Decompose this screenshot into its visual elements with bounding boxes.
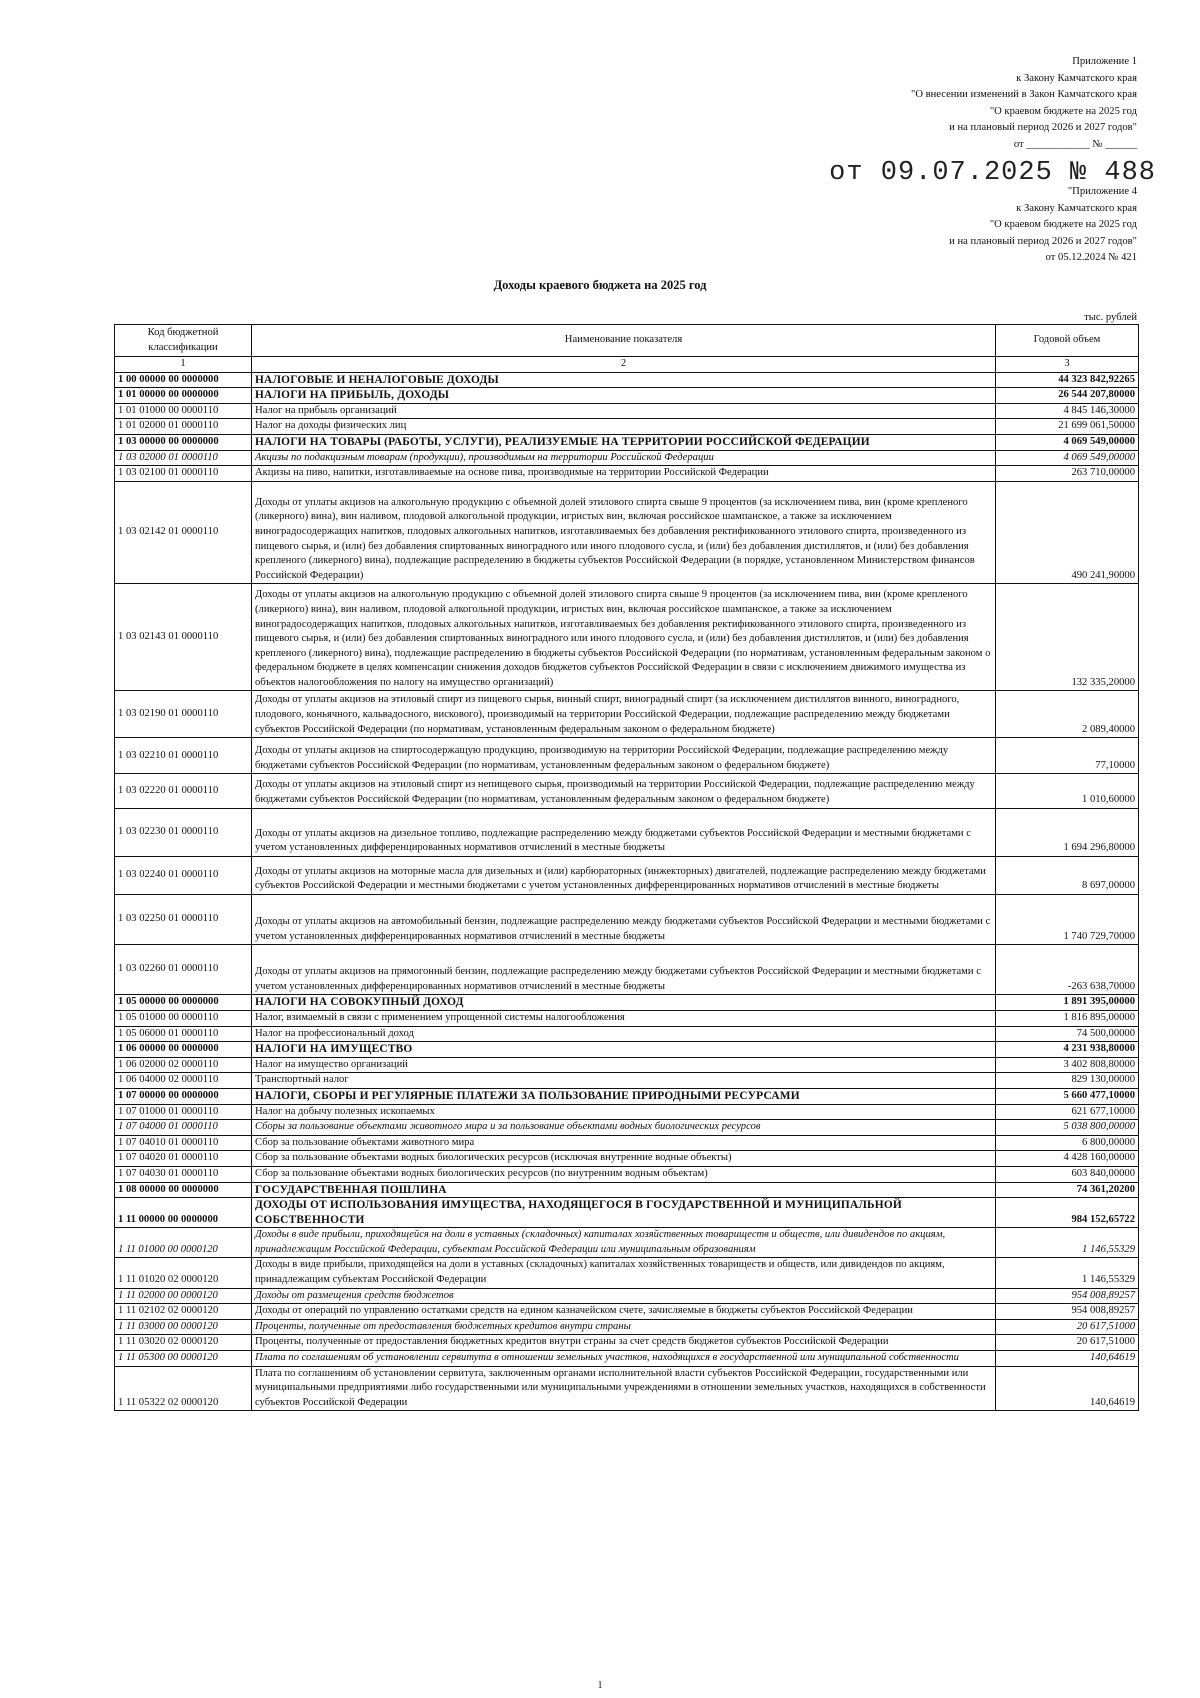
row-amount: 263 710,00000 bbox=[996, 466, 1139, 482]
row-code: 1 11 00000 00 0000000 bbox=[115, 1198, 252, 1228]
table-row bbox=[115, 403, 1139, 419]
row-code: 1 06 02000 02 0000110 bbox=[115, 1057, 252, 1073]
row-code: 1 11 01020 02 0000120 bbox=[115, 1258, 252, 1288]
row-name: Акцизы на пиво, напитки, изготавливаемые на основе пива, производимые на территории Российской Федерации bbox=[252, 466, 996, 482]
row-amount: 140,64619 bbox=[996, 1351, 1139, 1367]
row-code: 1 03 00000 00 0000000 bbox=[115, 434, 252, 450]
row-code: 1 11 02000 00 0000120 bbox=[115, 1288, 252, 1304]
row-amount: 8 697,00000 bbox=[996, 856, 1139, 894]
header-line: "О краевом бюджете на 2025 год bbox=[989, 219, 1137, 230]
row-code: 1 03 02230 01 0000110 bbox=[115, 808, 252, 856]
header-line: Приложение 1 bbox=[1072, 56, 1137, 67]
row-amount: 140,64619 bbox=[996, 1366, 1139, 1411]
row-name: Сборы за пользование объектами животного мира и за пользование объектами водных биологических ресурсов bbox=[252, 1120, 996, 1136]
row-code: 1 07 00000 00 0000000 bbox=[115, 1088, 252, 1104]
table-row bbox=[115, 856, 1139, 894]
table-row bbox=[115, 738, 1139, 774]
row-code: 1 11 02102 02 0000120 bbox=[115, 1304, 252, 1320]
document-header bbox=[577, 54, 1137, 153]
row-amount: 74 500,00000 bbox=[996, 1026, 1139, 1042]
table-header-row bbox=[115, 325, 1139, 357]
row-amount: 3 402 808,80000 bbox=[996, 1057, 1139, 1073]
page-number: 1 bbox=[597, 1680, 603, 1691]
row-amount: 4 428 160,00000 bbox=[996, 1151, 1139, 1167]
row-amount: 44 323 842,92265 bbox=[996, 372, 1139, 388]
row-code: 1 03 02220 01 0000110 bbox=[115, 774, 252, 808]
table-row bbox=[115, 466, 1139, 482]
row-amount: 20 617,51000 bbox=[996, 1319, 1139, 1335]
row-code: 1 07 04020 01 0000110 bbox=[115, 1151, 252, 1167]
row-code: 1 11 03000 00 0000120 bbox=[115, 1319, 252, 1335]
table-row bbox=[115, 1258, 1139, 1288]
row-name: Акцизы по подакцизным товарам (продукции), производимым на территории Российской Федерации bbox=[252, 450, 996, 466]
header-line: "О краевом бюджете на 2025 год bbox=[989, 105, 1137, 117]
table-row bbox=[115, 1042, 1139, 1058]
column-number: 3 bbox=[996, 357, 1139, 373]
row-name: Налог на прибыль организаций bbox=[252, 403, 996, 419]
row-name: НАЛОГОВЫЕ И НЕНАЛОГОВЫЕ ДОХОДЫ bbox=[252, 372, 996, 388]
document-header-2 bbox=[577, 184, 1137, 267]
table-row bbox=[115, 419, 1139, 435]
row-code: 1 03 02100 01 0000110 bbox=[115, 466, 252, 482]
row-name: НАЛОГИ НА ТОВАРЫ (РАБОТЫ, УСЛУГИ), РЕАЛИЗУЕМЫЕ НА ТЕРРИТОРИИ РОССИЙСКОЙ ФЕДЕРАЦИИ bbox=[252, 434, 996, 450]
row-amount: 621 677,10000 bbox=[996, 1104, 1139, 1120]
row-code: 1 03 02143 01 0000110 bbox=[115, 584, 252, 691]
row-amount: 74 361,20200 bbox=[996, 1182, 1139, 1198]
row-code: 1 05 06000 01 0000110 bbox=[115, 1026, 252, 1042]
table-row bbox=[115, 945, 1139, 995]
table-row bbox=[115, 584, 1139, 691]
row-name: ГОСУДАРСТВЕННАЯ ПОШЛИНА bbox=[252, 1182, 996, 1198]
row-amount: 1 010,60000 bbox=[996, 774, 1139, 808]
column-header-code: Код бюджетной классификации bbox=[115, 325, 252, 357]
row-code: 1 03 02142 01 0000110 bbox=[115, 481, 252, 584]
row-amount: 1 694 296,80000 bbox=[996, 808, 1139, 856]
header-line: и на плановый период 2026 и 2027 годов" bbox=[949, 122, 1137, 133]
header-line: от ____________ № ______ bbox=[1013, 138, 1137, 150]
row-amount: 26 544 207,80000 bbox=[996, 388, 1139, 404]
row-name: Доходы от уплаты акцизов на автомобильный бензин, подлежащие распределению между бюджетами субъектов Российской Федерации и местными бюджетами с учетом установленных дифференцированных нормативов отчислений в местные бюджеты bbox=[252, 895, 996, 945]
table-row bbox=[115, 1135, 1139, 1151]
table-row bbox=[115, 1073, 1139, 1089]
row-name: Доходы от уплаты акцизов на этиловый спирт из пищевого сырья, винный спирт, виноградный спирт (за исключением дистиллятов винного, виноградного, плодового, коньячного, кальвадосного, вискового), производимый на территории Российской Федерации, подлежащие распределению между бюджетами субъектов Российской Федерации (по нормативам, установленным федеральным законом о федеральном бюджете) bbox=[252, 691, 996, 738]
column-header-name: Наименование показателя bbox=[252, 325, 996, 357]
row-amount: 1 146,55329 bbox=[996, 1258, 1139, 1288]
row-code: 1 11 05300 00 0000120 bbox=[115, 1351, 252, 1367]
table-row bbox=[115, 434, 1139, 450]
table-row bbox=[115, 1010, 1139, 1026]
header-line: от 05.12.2024 № 421 bbox=[1045, 252, 1137, 263]
row-code: 1 07 04000 01 0000110 bbox=[115, 1120, 252, 1136]
table-row bbox=[115, 1319, 1139, 1335]
row-name: Доходы от уплаты акцизов на спиртосодержащую продукцию, производимую на территории Российской Федерации, подлежащие распределению между бюджетами субъектов Российской Федерации (по нормативам, установленным федеральным законом о федеральном бюджете) bbox=[252, 738, 996, 774]
table-row bbox=[115, 1228, 1139, 1258]
row-amount: 6 800,00000 bbox=[996, 1135, 1139, 1151]
row-name: Налог на добычу полезных ископаемых bbox=[252, 1104, 996, 1120]
row-amount: 1 740 729,70000 bbox=[996, 895, 1139, 945]
row-name: Проценты, полученные от предоставления бюджетных кредитов внутри страны bbox=[252, 1319, 996, 1335]
row-code: 1 00 00000 00 0000000 bbox=[115, 372, 252, 388]
row-amount: 4 069 549,00000 bbox=[996, 434, 1139, 450]
table-row bbox=[115, 895, 1139, 945]
row-code: 1 03 02190 01 0000110 bbox=[115, 691, 252, 738]
table-body bbox=[115, 372, 1139, 1411]
table-row bbox=[115, 1304, 1139, 1320]
table-row bbox=[115, 995, 1139, 1011]
row-name: Налог на имущество организаций bbox=[252, 1057, 996, 1073]
row-amount: 984 152,65722 bbox=[996, 1198, 1139, 1228]
column-header-amount: Годовой объем bbox=[996, 325, 1139, 357]
row-name: Сбор за пользование объектами животного мира bbox=[252, 1135, 996, 1151]
row-name: Налог, взимаемый в связи с применением упрощенной системы налогообложения bbox=[252, 1010, 996, 1026]
row-code: 1 07 04010 01 0000110 bbox=[115, 1135, 252, 1151]
table-row bbox=[115, 1335, 1139, 1351]
row-code: 1 03 02250 01 0000110 bbox=[115, 895, 252, 945]
row-code: 1 07 04030 01 0000110 bbox=[115, 1166, 252, 1182]
row-name: Доходы от уплаты акцизов на алкогольную продукцию с объемной долей этилового спирта свыше 9 процентов (за исключением пива, вин (кроме крепленого (ликерного) вина), вин наливом, плодовой алкогольной продукции, игристых вин, включая российское шампанское, а также за исключением виноградосодержащих напитков, плодовых алкогольных напитков, изготавливаемых без добавления ректификованного этилового спирта, произведенного из пищевого сырья, и (или) без добавления спиртованных виноградного или иного плодового сусла, и (или) без добавления дистиллятов, и (или) без добавления крепленого (ликерного) вина), подлежащие распределению в бюджеты субъектов Российской Федерации (в порядке, установленном Министерством финансов Российской Федерации) bbox=[252, 481, 996, 584]
row-amount: 2 089,40000 bbox=[996, 691, 1139, 738]
header-line: и на плановый период 2026 и 2027 годов" bbox=[949, 235, 1137, 247]
row-name: ДОХОДЫ ОТ ИСПОЛЬЗОВАНИЯ ИМУЩЕСТВА, НАХОДЯЩЕГОСЯ В ГОСУДАРСТВЕННОЙ И МУНИЦИПАЛЬНОЙ СОБСТВЕННОСТИ bbox=[252, 1198, 996, 1228]
row-amount: 5 660 477,10000 bbox=[996, 1088, 1139, 1104]
row-name: Налог на профессиональный доход bbox=[252, 1026, 996, 1042]
row-code: 1 05 01000 00 0000110 bbox=[115, 1010, 252, 1026]
row-name: Налог на доходы физических лиц bbox=[252, 419, 996, 435]
row-name: Плата по соглашениям об установлении сервитута, заключенным органами исполнительной власти субъектов Российской Федерации, государственными или муниципальными предприятиями либо государственными или муниципальными учреждениями в отношении земельных участков, находящихся в собственности субъектов Российской Федерации bbox=[252, 1366, 996, 1411]
table-row bbox=[115, 691, 1139, 738]
header-line: "О внесении изменений в Закон Камчатского края bbox=[911, 89, 1137, 100]
table-row bbox=[115, 1057, 1139, 1073]
row-code: 1 03 02210 01 0000110 bbox=[115, 738, 252, 774]
row-code: 1 03 02240 01 0000110 bbox=[115, 856, 252, 894]
row-amount: 603 840,00000 bbox=[996, 1166, 1139, 1182]
unit-label: тыс. рублей bbox=[1084, 312, 1137, 323]
row-name: НАЛОГИ НА СОВОКУПНЫЙ ДОХОД bbox=[252, 995, 996, 1011]
table-row bbox=[115, 774, 1139, 808]
row-amount: 1 146,55329 bbox=[996, 1228, 1139, 1258]
row-amount: 954 008,89257 bbox=[996, 1304, 1139, 1320]
row-name: Проценты, полученные от предоставления бюджетных кредитов внутри страны за счет средств бюджетов субъектов Российской Федерации bbox=[252, 1335, 996, 1351]
column-number-row bbox=[115, 357, 1139, 373]
table-row bbox=[115, 1104, 1139, 1120]
table-row bbox=[115, 1288, 1139, 1304]
row-code: 1 01 01000 00 0000110 bbox=[115, 403, 252, 419]
header-line: "Приложение 4 bbox=[1067, 186, 1137, 197]
row-name: НАЛОГИ, СБОРЫ И РЕГУЛЯРНЫЕ ПЛАТЕЖИ ЗА ПОЛЬЗОВАНИЕ ПРИРОДНЫМИ РЕСУРСАМИ bbox=[252, 1088, 996, 1104]
document-title: Доходы краевого бюджета на 2025 год bbox=[493, 278, 707, 292]
row-amount: 77,10000 bbox=[996, 738, 1139, 774]
revenue-table bbox=[114, 324, 1139, 1411]
row-code: 1 06 04000 02 0000110 bbox=[115, 1073, 252, 1089]
row-amount: 21 699 061,50000 bbox=[996, 419, 1139, 435]
row-name: НАЛОГИ НА ИМУЩЕСТВО bbox=[252, 1042, 996, 1058]
column-number: 2 bbox=[252, 357, 996, 373]
row-code: 1 11 01000 00 0000120 bbox=[115, 1228, 252, 1258]
row-amount: 20 617,51000 bbox=[996, 1335, 1139, 1351]
row-amount: 954 008,89257 bbox=[996, 1288, 1139, 1304]
table-row bbox=[115, 1088, 1139, 1104]
table-row bbox=[115, 1351, 1139, 1367]
row-amount: 829 130,00000 bbox=[996, 1073, 1139, 1089]
table-row bbox=[115, 1151, 1139, 1167]
header-line: к Закону Камчатского края bbox=[1016, 202, 1137, 214]
row-code: 1 07 01000 01 0000110 bbox=[115, 1104, 252, 1120]
row-name: Доходы от уплаты акцизов на дизельное топливо, подлежащие распределению между бюджетами субъектов Российской Федерации и местными бюджетами с учетом установленных дифференцированных нормативов отчислений в местные бюджеты bbox=[252, 808, 996, 856]
row-code: 1 01 00000 00 0000000 bbox=[115, 388, 252, 404]
row-name: Сбор за пользование объектами водных биологических ресурсов (по внутренним водным объектам) bbox=[252, 1166, 996, 1182]
row-amount: 132 335,20000 bbox=[996, 584, 1139, 691]
table-row bbox=[115, 1198, 1139, 1228]
table-row bbox=[115, 1366, 1139, 1411]
row-name: НАЛОГИ НА ПРИБЫЛЬ, ДОХОДЫ bbox=[252, 388, 996, 404]
row-code: 1 03 02000 01 0000110 bbox=[115, 450, 252, 466]
table-row bbox=[115, 450, 1139, 466]
row-amount: 1 891 395,00000 bbox=[996, 995, 1139, 1011]
table-row bbox=[115, 1182, 1139, 1198]
row-code: 1 11 05322 02 0000120 bbox=[115, 1366, 252, 1411]
date-stamp: от 09.07.2025 № 488 bbox=[829, 158, 1156, 188]
header-line: к Закону Камчатского края bbox=[1016, 72, 1137, 84]
row-amount: 4 845 146,30000 bbox=[996, 403, 1139, 419]
table-row bbox=[115, 1120, 1139, 1136]
table-row bbox=[115, 372, 1139, 388]
row-amount: -263 638,70000 bbox=[996, 945, 1139, 995]
row-amount: 1 816 895,00000 bbox=[996, 1010, 1139, 1026]
row-name: Доходы от размещения средств бюджетов bbox=[252, 1288, 996, 1304]
row-code: 1 08 00000 00 0000000 bbox=[115, 1182, 252, 1198]
row-name: Плата по соглашениям об установлении сервитута в отношении земельных участков, находящихся в государственной или муниципальной собственности bbox=[252, 1351, 996, 1367]
table-row bbox=[115, 1026, 1139, 1042]
table-row bbox=[115, 808, 1139, 856]
row-amount: 490 241,90000 bbox=[996, 481, 1139, 584]
row-code: 1 03 02260 01 0000110 bbox=[115, 945, 252, 995]
table-row bbox=[115, 481, 1139, 584]
row-code: 1 11 03020 02 0000120 bbox=[115, 1335, 252, 1351]
row-name: Доходы от уплаты акцизов на алкогольную продукцию с объемной долей этилового спирта свыше 9 процентов (за исключением пива, вин (кроме крепленого (ликерного) вина), вин наливом, плодовой алкогольной продукции, игристых вин, включая российское шампанское, а также за исключением виноградосодержащих напитков, плодовых алкогольных напитков, изготавливаемых без добавления ректификованного этилового спирта, произведенного из пищевого сырья, и (или) без добавления спиртованных виноградного или иного плодового сусла, и (или) без добавления дистиллятов, и (или) без добавления крепленого (ликерного) вина), подлежащие распределению в бюджеты субъектов Российской Федерации (по нормативам, установленным федеральным законом о федеральном бюджете в целях компенсации снижения доходов бюджетов субъектов Российской Федерации в связи с исключением движимого имущества из объектов налогообложения по налогу на имущество организаций) bbox=[252, 584, 996, 691]
row-amount: 4 231 938,80000 bbox=[996, 1042, 1139, 1058]
row-name: Доходы от уплаты акцизов на прямогонный бензин, подлежащие распределению между бюджетами субъектов Российской Федерации и местными бюджетами с учетом установленных дифференцированных нормативов отчислений в местные бюджеты bbox=[252, 945, 996, 995]
row-name: Доходы в виде прибыли, приходящейся на доли в уставных (складочных) капиталах хозяйственных товариществ и обществ, или дивидендов по акциям, принадлежащим субъектам Российской Федерации bbox=[252, 1258, 996, 1288]
row-code: 1 01 02000 01 0000110 bbox=[115, 419, 252, 435]
table-row bbox=[115, 388, 1139, 404]
row-name: Доходы от операций по управлению остатками средств на едином казначейском счете, зачисляемые в бюджеты субъектов Российской Федерации bbox=[252, 1304, 996, 1320]
row-code: 1 06 00000 00 0000000 bbox=[115, 1042, 252, 1058]
row-amount: 4 069 549,00000 bbox=[996, 450, 1139, 466]
row-amount: 5 038 800,00000 bbox=[996, 1120, 1139, 1136]
row-name: Доходы от уплаты акцизов на этиловый спирт из непищевого сырья, производимый на территории Российской Федерации, подлежащие распределению между бюджетами субъектов Российской Федерации (по нормативам, установленным федеральным законом о федеральном бюджете) bbox=[252, 774, 996, 808]
row-code: 1 05 00000 00 0000000 bbox=[115, 995, 252, 1011]
row-name: Транспортный налог bbox=[252, 1073, 996, 1089]
table-row bbox=[115, 1166, 1139, 1182]
column-number: 1 bbox=[115, 357, 252, 373]
row-name: Доходы от уплаты акцизов на моторные масла для дизельных и (или) карбюраторных (инжекторных) двигателей, подлежащие распределению между бюджетами субъектов Российской Федерации и местными бюджетами с учетом установленных дифференцированных нормативов отчислений в местные бюджеты bbox=[252, 856, 996, 894]
row-name: Сбор за пользование объектами водных биологических ресурсов (исключая внутренние водные объекты) bbox=[252, 1151, 996, 1167]
row-name: Доходы в виде прибыли, приходящейся на доли в уставных (складочных) капиталах хозяйственных товариществ и обществ, или дивидендов по акциям, принадлежащим Российской Федерации, субъектам Российской Федерации или муниципальным образованиям bbox=[252, 1228, 996, 1258]
